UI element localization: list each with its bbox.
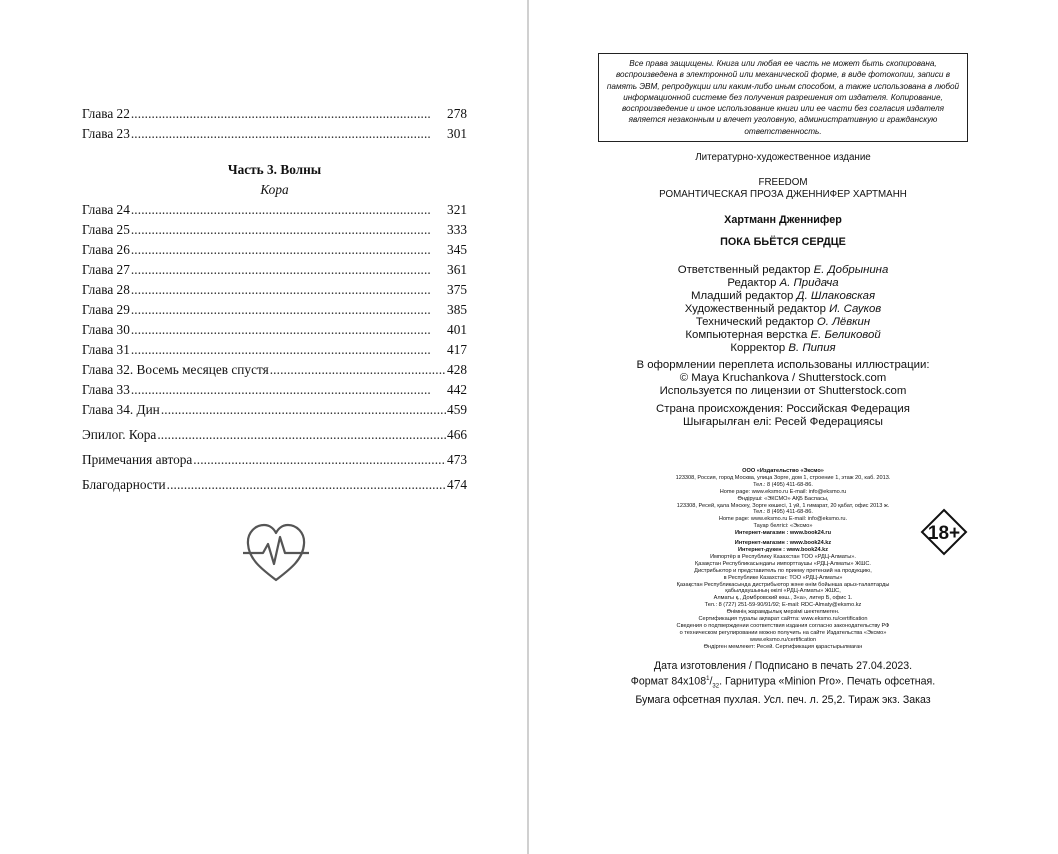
publisher-line: Алматы қ., Домбровский көш., 3«а», литер Б, офис 1.: [713, 595, 853, 602]
publisher-line: Home page: www.eksmo.ru E-mail: info@eksmo.ru.: [718, 516, 848, 523]
rights-notice: Все права защищены. Книга или любая ее часть не может быть скопирована, воспроизведена в электронной или механической форме, в виде фотокопии, записи в память ЭВМ, репродукции или каким-либо иным способом, а также использована в любой информационной системе без получения разрешения от издателя. Копирование, воспроизведение и иное использование книги или ее части без согласия издателя является незаконным и влечет уголовную, административную и гражданскую ответственность.: [598, 53, 968, 142]
publisher-line: Интернет-дүкен : www.book24.kz: [737, 546, 829, 553]
publisher-line: Қазақстан Республикасында дистрибьютор және өнім бойынша арыз-талаптарды: [676, 581, 890, 588]
toc-row: Глава 29 . . . 385: [82, 302, 467, 322]
part-subtitle: Кора: [260, 182, 289, 197]
credit-line: Ответственный редактор Е. Добрынина: [677, 264, 889, 276]
publisher-line: Тел.: 8 (495) 411-68-86.: [753, 481, 813, 488]
toc-row: Глава 25 . . . 333: [82, 222, 467, 242]
author-name: Хартманн Дженнифер: [724, 214, 842, 226]
book-title: ПОКА БЬЁТСЯ СЕРДЦЕ: [720, 236, 846, 248]
credit-line: Компьютерная верстка Е. Беликовой: [685, 329, 881, 341]
toc-row: Эпилог. Кора . . . 466: [82, 427, 467, 447]
table-of-contents: [82, 106, 467, 497]
series-line-1: FREEDOM: [758, 177, 808, 188]
publisher-line: Тел.: 8 (727) 251-59-90/91/92; E-mail: RDC-Almaty@eksmo.kz: [704, 602, 862, 609]
toc-row: Глава 23 . . . 301: [82, 126, 467, 146]
publisher-line: в Республике Казахстан: ТОО «РДЦ-Алматы»: [723, 574, 843, 581]
publisher-line: Өндірген мемлекет: Ресей. Сертификация қарастырылмаған: [703, 643, 863, 650]
publisher-line: Интернет-магазин : www.book24.kz: [734, 540, 832, 547]
age-rating-badge: [920, 508, 968, 556]
credit-line: Редактор А. Придача: [727, 277, 839, 289]
publisher-line: ООО «Издательство «Эксмо»: [742, 468, 824, 474]
publisher-line: 123308, Ресей, қала Мәскеу, Зорге көшесі, 1 үй, 1 ғимарат, 20 қабат, офис 2013 ж.: [676, 502, 890, 509]
publisher-line: қабылдаушының өкілі «РДЦ-Алматы» ЖШС,: [725, 588, 841, 595]
genre-label: Литературно-художественное издание: [695, 152, 871, 163]
publisher-line: Өндіруші: «ЭКСМО» АҚБ Баспасы,: [737, 495, 829, 502]
publisher-line: Қазақстан Республикасындағы импорттаушы «РДЦ-Алматы» ЖШС.: [695, 560, 871, 567]
credit-line: Художественный редактор И. Сауков: [684, 303, 882, 315]
credit-line: Технический редактор О. Лёвкин: [695, 316, 871, 328]
toc-row: Глава 24 . . . 321: [82, 202, 467, 222]
toc-row: Благодарности . . . 474: [82, 477, 467, 497]
publisher-line: Home page: www.eksmo.ru E-mail: info@eksmo.ru: [719, 488, 847, 495]
toc-row: Глава 33 . . . 442: [82, 382, 467, 402]
toc-row: Глава 32. Восемь месяцев спустя . . . 428: [82, 362, 467, 382]
left-page: [0, 0, 528, 854]
toc-row: Глава 31 . . . 417: [82, 342, 467, 362]
toc-row: Глава 28 . . . 375: [82, 282, 467, 302]
credit-line: Младший редактор Д. Шлаковская: [690, 290, 876, 302]
toc-row: Глава 26 . . . 345: [82, 242, 467, 262]
heart-pulse-icon: [243, 522, 309, 584]
imprint-details: Дата изготовления / Подписано в печать 27.04.2023. Формат $84х108^1/_{32}$. Гарнитура «Minion Pro». Печать офсетная. Бумага офсетная пухлая. Усл. печ. л. 25,2. Тираж экз. Заказ: [630, 660, 936, 707]
country-of-origin: Страна происхождения: Российская Федерация Шығарылған елі: Ресей Федерациясы: [656, 403, 910, 428]
publisher-line: Тел.: 8 (495) 411-68-86.: [753, 509, 813, 516]
toc-row: Глава 22 . . . 278: [82, 106, 467, 126]
publisher-line: Импортёр в Республику Казахстан ТОО «РДЦ-Алматы».: [710, 553, 856, 560]
publisher-block: [598, 468, 968, 651]
publisher-line: Тауар белгісі: «Эксмо»: [753, 523, 813, 530]
publisher-line: Сведения о подтверждении соответствия издания согласно законодательству РФ: [676, 622, 890, 629]
publisher-line: Дистрибьютор и представитель по приему претензий на продукцию,: [694, 567, 872, 574]
toc-row: Глава 34. Дин . . . 459: [82, 402, 467, 422]
toc-row: Примечания автора . . . 473: [82, 452, 467, 472]
publisher-line: www.eksmo.ru/certification: [749, 636, 817, 643]
publisher-line: Интернет-магазин : www.book24.ru: [734, 530, 832, 537]
toc-row: Глава 27 . . . 361: [82, 262, 467, 282]
illustrations-credit: В оформлении переплета использованы иллюстрации: © Maya Kruchankova / Shutterstock.com Используется по лицензии от Shutterstock.com: [636, 359, 930, 397]
credit-line: Корректор В. Пипия: [730, 342, 836, 354]
age-rating-text: 18+: [927, 523, 961, 544]
publisher-line: Сертификация туралы ақпарат сайтта: www.eksmo.ru/certification: [698, 616, 868, 623]
part-title: Часть 3. Волны: [227, 162, 322, 177]
credits-list: [598, 264, 968, 355]
publisher-line: Өнімнің жарамдылық мерзімі шектелмеген.: [726, 609, 840, 616]
publisher-line: 123308, Россия, город Москва, улица Зорге, дом 1, строение 1, этаж 20, каб. 2013.: [675, 474, 891, 481]
publisher-line: о техническом регулировании можно получить на сайте Издательства «Эксмо»: [679, 629, 887, 636]
series-line-2: РОМАНТИЧЕСКАЯ ПРОЗА ДЖЕННИФЕР ХАРТМАНН: [659, 189, 907, 200]
toc-row: Глава 30 . . . 401: [82, 322, 467, 342]
